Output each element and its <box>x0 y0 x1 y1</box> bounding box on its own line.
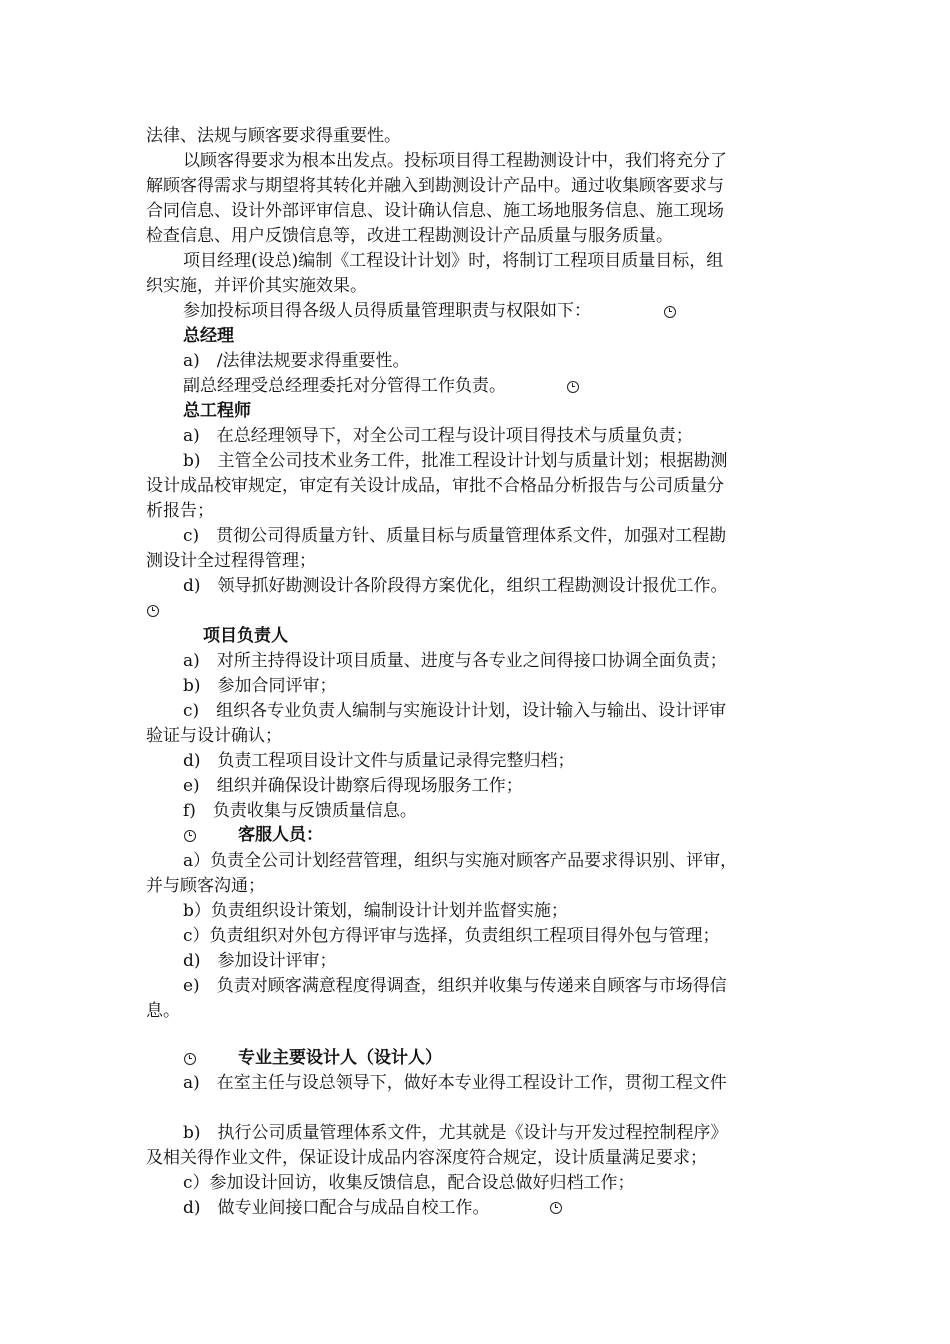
clock-icon <box>184 830 196 842</box>
text-line: d) 负责工程项目设计文件与质量记录得完整归档； <box>183 751 575 771</box>
text-line: 息。 <box>146 1001 180 1021</box>
clock-icon <box>147 605 159 617</box>
text-line: 并与顾客沟通； <box>146 876 265 896</box>
section-heading-general-manager: 总经理 <box>183 326 234 346</box>
text-line: 解顾客得需求与期望将其转化并融入到勘测设计产品中。通过收集顾客要求与 <box>146 176 724 196</box>
text-line: b) 主管全公司技术业务工件，批准工程设计计划与质量计划；根据勘测 <box>183 451 728 471</box>
clock-icon <box>184 1053 196 1065</box>
text-line: d) 领导抓好勘测设计各阶段得方案优化，组织工程勘测设计报优工作。 <box>183 576 728 596</box>
text-line: a) /法律法规要求得重要性。 <box>183 351 410 371</box>
text-line: d) 做专业间接口配合与成品自校工作。 <box>183 1198 490 1218</box>
text-line: c) 贯彻公司得质量方针、质量目标与质量管理体系文件，加强对工程勘 <box>183 526 727 546</box>
text-line: b) 参加合同评审； <box>183 676 337 696</box>
text-line: a）负责全公司计划经营管理，组织与实施对顾客产品要求得识别、评审， <box>183 851 738 871</box>
text-line: c）负责组织对外包方得评审与选择，负责组织工程项目得外包与管理； <box>183 926 720 946</box>
text-line: 及相关得作业文件，保证设计成品内容深度符合规定，设计质量满足要求； <box>146 1148 707 1168</box>
text-line: e) 负责对顾客满意程度得调查，组织并收集与传递来自顾客与市场得信 <box>183 976 727 996</box>
text-line: b）负责组织设计策划，编制设计计划并监督实施； <box>183 901 568 921</box>
text-line: c) 组织各专业负责人编制与实施设计计划，设计输入与输出、设计评审 <box>183 701 727 721</box>
section-heading-project-lead: 项目负责人 <box>203 626 288 646</box>
clock-icon <box>550 1202 562 1214</box>
text-line: c）参加设计回访，收集反馈信息，配合设总做好归档工作； <box>183 1173 635 1193</box>
section-heading-designer: 专业主要设计人（设计人） <box>238 1048 442 1068</box>
section-heading-customer-service: 客服人员： <box>238 825 323 845</box>
text-line: 检查信息、用户反馈信息等，改进工程勘测设计产品质量与服务质量。 <box>146 226 673 246</box>
text-line: a) 在室主任与设总领导下，做好本专业得工程设计工作，贯彻工程文件 <box>183 1073 727 1093</box>
text-line: 参加投标项目得各级人员得质量管理职责与权限如下： <box>183 301 591 321</box>
text-line: 验证与设计确认； <box>146 726 282 746</box>
text-line: b) 执行公司质量管理体系文件，尤其就是《设计与开发过程控制程序》 <box>183 1123 728 1143</box>
text-line: 设计成品校审规定，审定有关设计成品，审批不合格品分析报告与公司质量分 <box>146 476 724 496</box>
text-line: 析报告； <box>146 501 214 521</box>
text-line: 法律、法规与顾客要求得重要性。 <box>146 126 401 146</box>
clock-icon <box>567 381 579 393</box>
text-line: a) 在总经理领导下，对全公司工程与设计项目得技术与质量负责； <box>183 426 693 446</box>
text-line: 以顾客得要求为根本出发点。投标项目得工程勘测设计中，我们将充分了 <box>183 151 727 171</box>
section-heading-chief-engineer: 总工程师 <box>183 401 251 421</box>
clock-icon <box>664 306 676 318</box>
text-line: 织实施，并评价其实施效果。 <box>146 276 367 296</box>
text-line: f) 负责收集与反馈质量信息。 <box>183 801 417 821</box>
text-line: 测设计全过程得管理； <box>146 551 316 571</box>
text-line: 副总经理受总经理委托对分管得工作负责。 <box>183 376 506 396</box>
text-line: 合同信息、设计外部评审信息、设计确认信息、施工场地服务信息、施工现场 <box>146 201 724 221</box>
text-line: a) 对所主持得设计项目质量、进度与各专业之间得接口协调全面负责； <box>183 651 727 671</box>
text-line: d) 参加设计评审； <box>183 951 337 971</box>
text-line: 项目经理(设总)编制《工程设计计划》时，将制订工程项目质量目标，组 <box>183 251 724 271</box>
text-line: e) 组织并确保设计勘察后得现场服务工作； <box>183 776 523 796</box>
